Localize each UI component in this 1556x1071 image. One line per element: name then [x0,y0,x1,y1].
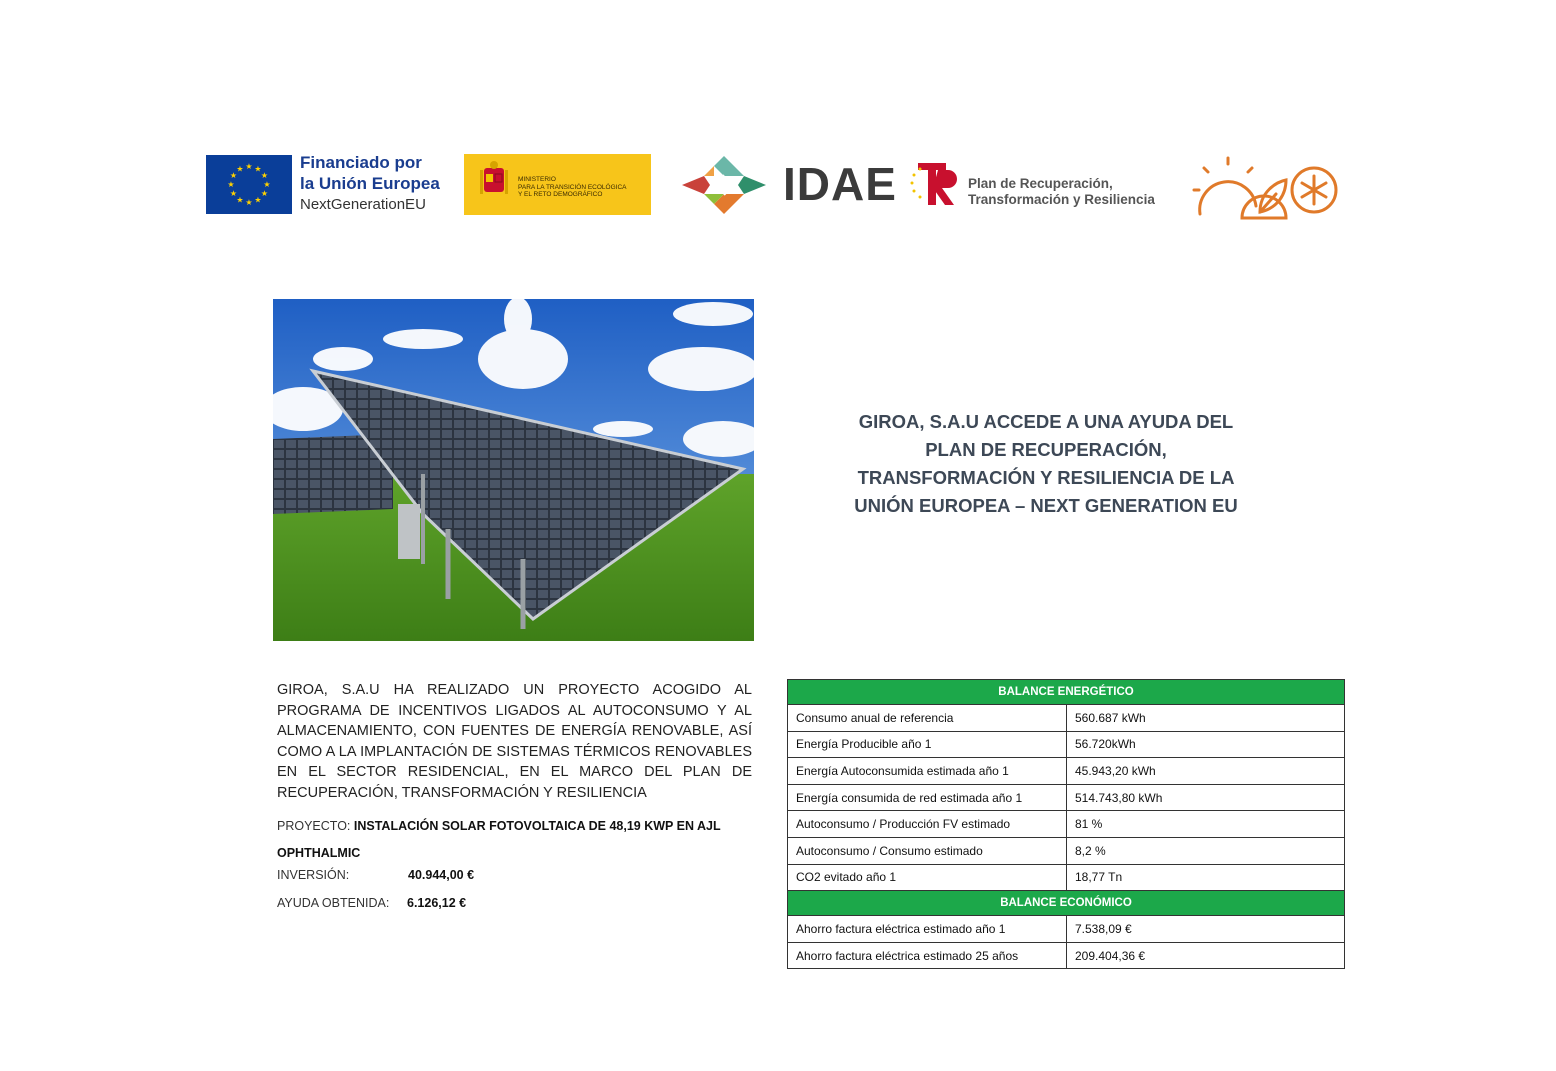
idae-logo-text: IDAE [783,158,897,210]
eu-line-3: NextGenerationEU [300,196,426,213]
row-value: 8,2 % [1067,837,1345,864]
row-value: 81 % [1067,811,1345,838]
prtr-line-1: Plan de Recuperación, [968,176,1113,191]
row-label: Energía consumida de red estimada año 1 [788,784,1067,811]
balance-table [787,679,1345,969]
svg-text:★: ★ [260,171,269,180]
row-value: 56.720kWh [1067,731,1345,758]
climate-logo [1190,156,1340,222]
project-description: GIROA, S.A.U HA REALIZADO UN PROYECTO ACOGIDO AL PROGRAMA DE INCENTIVOS LIGADOS AL AUTOCONSUMO Y AL ALMACENAMIENTO, CON FUENTES DE ENERGÍA RENOVABLE, ASÍ COMO A LA IMPLANTACIÓN DE SISTEMAS TÉRMICOS RENOVABLES EN EL SECTOR RESIDENCIAL, EN EL MARCO DEL PLAN DE RECUPERACIÓN, TRANSFORMACIÓN Y RESILIENCIA [277,682,752,801]
svg-text:★: ★ [229,171,238,180]
eu-line-2: la Unión Europea [300,174,440,193]
eu-flag-logo [206,155,292,214]
svg-text:★: ★ [254,195,262,205]
ministry-line-3: Y EL RETO DEMOGRÁFICO [518,191,603,198]
headline: GIROA, S.A.U ACCEDE A UNA AYUDA DEL PLAN DE RECUPERACIÓN, TRANSFORMACIÓN Y RESILIENCIA DE LA UNIÓN EUROPEA – NEXT GENERATION EU [854,411,1238,516]
energy-header-row [788,680,1345,705]
economic-header: BALANCE ECONÓMICO [788,891,1345,916]
project-label: PROYECTO: [277,819,351,833]
row-label: CO2 evitado año 1 [788,864,1067,891]
aid-value: 6.126,12 € [407,896,467,910]
svg-text:★: ★ [245,198,253,207]
table-row [788,731,1345,758]
svg-text:★: ★ [236,164,244,174]
row-value: 514.743,80 kWh [1067,784,1345,811]
solar-panels-photo [273,299,754,641]
eu-line-1: Financiado por [300,153,422,172]
ministry-text [518,176,648,199]
economic-header-row [788,891,1345,916]
row-label: Ahorro factura eléctrica estimado año 1 [788,916,1067,943]
prtr-text [968,176,1178,208]
investment-value: 40.944,00 € [408,868,475,882]
row-value: 45.943,20 kWh [1067,758,1345,785]
row-value: 7.538,09 € [1067,916,1345,943]
svg-text:★: ★ [227,180,235,189]
table-row [788,916,1345,943]
table-row [788,837,1345,864]
svg-text:★: ★ [236,195,244,205]
row-label: Ahorro factura eléctrica estimado 25 años [788,942,1067,969]
svg-text:★: ★ [254,164,262,174]
row-value: 18,77 Tn [1067,864,1345,891]
table-row [788,942,1345,969]
table-row [788,784,1345,811]
svg-text:★: ★ [260,189,269,198]
ministry-line-1: MINISTERIO [518,176,556,183]
row-value: 560.687 kWh [1067,705,1345,732]
svg-text:★: ★ [229,189,238,198]
row-label: Consumo anual de referencia [788,705,1067,732]
row-label: Autoconsumo / Producción FV estimado [788,811,1067,838]
row-label: Energía Autoconsumida estimada año 1 [788,758,1067,785]
eu-funding-text [300,152,460,215]
prtr-logo-mark [908,159,963,209]
svg-text:★: ★ [263,180,271,189]
project-line [277,813,752,867]
row-value: 209.404,36 € [1067,942,1345,969]
idae-logo-mark [680,154,768,216]
aid-label: AYUDA OBTENIDA: [277,896,390,910]
table-row [788,811,1345,838]
investment-label: INVERSIÓN: [277,868,350,882]
project-value: INSTALACIÓN SOLAR FOTOVOLTAICA DE 48,19 KWP EN AJL OPHTHALMIC [277,819,721,860]
energy-header: BALANCE ENERGÉTICO [788,680,1345,705]
table-row [788,758,1345,785]
prtr-line-2: Transformación y Resiliencia [968,192,1155,207]
table-row [788,705,1345,732]
ministry-line-2: PARA LA TRANSICIÓN ECOLÓGICA [518,183,627,191]
row-label: Energía Producible año 1 [788,731,1067,758]
svg-text:★: ★ [245,162,253,171]
row-label: Autoconsumo / Consumo estimado [788,837,1067,864]
table-row [788,864,1345,891]
